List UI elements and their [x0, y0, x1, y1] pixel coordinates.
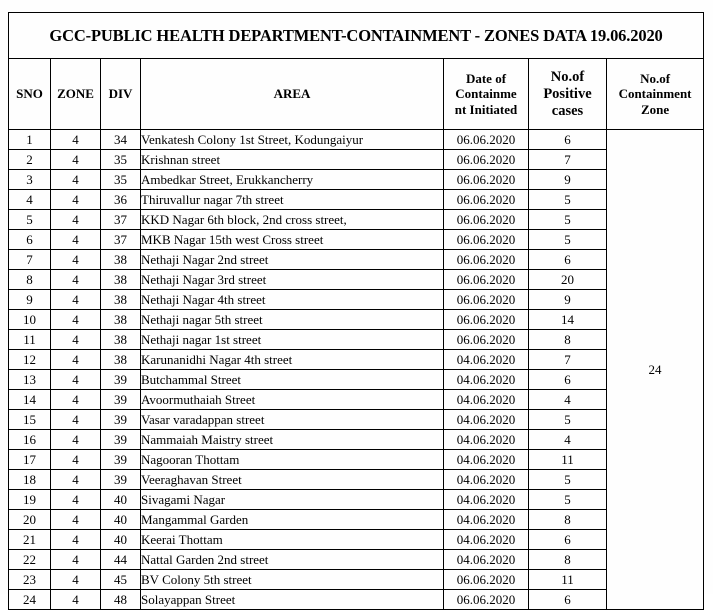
cell-div: 48: [101, 590, 141, 610]
cell-sno: 21: [9, 530, 51, 550]
cell-zone: 4: [51, 310, 101, 330]
cell-positive-cases: 11: [529, 450, 607, 470]
cell-area: Vasar varadappan street: [141, 410, 444, 430]
cell-positive-cases: 7: [529, 150, 607, 170]
cell-positive-cases: 6: [529, 530, 607, 550]
cell-positive-cases: 4: [529, 430, 607, 450]
cell-date-initiated: 06.06.2020: [444, 570, 529, 590]
cell-positive-cases: 6: [529, 370, 607, 390]
cell-area: MKB Nagar 15th west Cross street: [141, 230, 444, 250]
cell-zone: 4: [51, 570, 101, 590]
cell-area: Avoormuthaiah Street: [141, 390, 444, 410]
cell-div: 44: [101, 550, 141, 570]
cell-zone: 4: [51, 550, 101, 570]
cell-area: Krishnan street: [141, 150, 444, 170]
column-header-row: [9, 59, 704, 130]
cell-date-initiated: 06.06.2020: [444, 150, 529, 170]
title-row: [9, 13, 704, 59]
cell-date-initiated: 06.06.2020: [444, 210, 529, 230]
table-row: [9, 390, 704, 410]
cell-div: 38: [101, 290, 141, 310]
table-row: [9, 150, 704, 170]
cell-div: 38: [101, 250, 141, 270]
cell-sno: 7: [9, 250, 51, 270]
cell-sno: 3: [9, 170, 51, 190]
cell-area: Butchammal Street: [141, 370, 444, 390]
header-line: Zone: [640, 101, 670, 117]
cell-zone: 4: [51, 370, 101, 390]
table-row: [9, 170, 704, 190]
cell-positive-cases: 8: [529, 510, 607, 530]
cell-sno: 14: [9, 390, 51, 410]
cell-zone: 4: [51, 330, 101, 350]
cell-date-initiated: 06.06.2020: [444, 310, 529, 330]
cell-sno: 23: [9, 570, 51, 590]
cell-div: 39: [101, 470, 141, 490]
cell-sno: 9: [9, 290, 51, 310]
cell-zone: 4: [51, 130, 101, 150]
document-title: GCC-PUBLIC HEALTH DEPARTMENT-CONTAINMENT - ZONES DATA 19.06.2020: [9, 13, 704, 59]
cell-div: 37: [101, 230, 141, 250]
cell-area: Venkatesh Colony 1st Street, Kodungaiyur: [141, 130, 444, 150]
cell-area: Sivagami Nagar: [141, 490, 444, 510]
table-row: [9, 490, 704, 510]
cell-date-initiated: 04.06.2020: [444, 530, 529, 550]
cell-date-initiated: 04.06.2020: [444, 350, 529, 370]
cell-div: 38: [101, 270, 141, 290]
cell-date-initiated: 04.06.2020: [444, 550, 529, 570]
table-row: [9, 210, 704, 230]
cell-div: 39: [101, 430, 141, 450]
cell-zone: 4: [51, 250, 101, 270]
cell-zone: 4: [51, 350, 101, 370]
cell-div: 35: [101, 170, 141, 190]
cell-zone: 4: [51, 510, 101, 530]
table-row: [9, 430, 704, 450]
header-line: Date of: [465, 70, 507, 86]
table-row: [9, 250, 704, 270]
cell-area: Nethaji nagar 5th street: [141, 310, 444, 330]
cell-div: 36: [101, 190, 141, 210]
cell-positive-cases: 14: [529, 310, 607, 330]
cell-sno: 20: [9, 510, 51, 530]
table-body: [9, 130, 704, 610]
cell-zone: 4: [51, 410, 101, 430]
column-header-no-of-containment-zone: [607, 59, 704, 130]
cell-sno: 6: [9, 230, 51, 250]
cell-zone: 4: [51, 190, 101, 210]
cell-area: BV Colony 5th street: [141, 570, 444, 590]
cell-sno: 15: [9, 410, 51, 430]
cell-date-initiated: 04.06.2020: [444, 490, 529, 510]
cell-zone: 4: [51, 230, 101, 250]
column-header-zone: ZONE: [51, 59, 101, 130]
cell-date-initiated: 04.06.2020: [444, 390, 529, 410]
cell-date-initiated: 06.06.2020: [444, 590, 529, 610]
cell-div: 45: [101, 570, 141, 590]
cell-sno: 12: [9, 350, 51, 370]
cell-area: Mangammal Garden: [141, 510, 444, 530]
cell-div: 34: [101, 130, 141, 150]
cell-date-initiated: 04.06.2020: [444, 450, 529, 470]
cell-date-initiated: 06.06.2020: [444, 230, 529, 250]
cell-positive-cases: 11: [529, 570, 607, 590]
column-header-date-of-containment-initiated: [444, 59, 529, 130]
column-header-area: AREA: [141, 59, 444, 130]
table-row: [9, 550, 704, 570]
table-row: [9, 450, 704, 470]
cell-div: 40: [101, 510, 141, 530]
cell-div: 39: [101, 370, 141, 390]
cell-sno: 17: [9, 450, 51, 470]
table-row: [9, 530, 704, 550]
cell-sno: 13: [9, 370, 51, 390]
cell-positive-cases: 5: [529, 210, 607, 230]
cell-date-initiated: 06.06.2020: [444, 270, 529, 290]
cell-positive-cases: 6: [529, 590, 607, 610]
table-row: [9, 290, 704, 310]
table-row: [9, 190, 704, 210]
cell-sno: 18: [9, 470, 51, 490]
cell-date-initiated: 06.06.2020: [444, 170, 529, 190]
cell-zone: 4: [51, 210, 101, 230]
column-header-div: DIV: [101, 59, 141, 130]
cell-zone: 4: [51, 430, 101, 450]
cell-date-initiated: 06.06.2020: [444, 330, 529, 350]
cell-date-initiated: 06.06.2020: [444, 250, 529, 270]
containment-zones-table: [8, 12, 704, 610]
cell-date-initiated: 04.06.2020: [444, 510, 529, 530]
cell-positive-cases: 7: [529, 350, 607, 370]
cell-date-initiated: 04.06.2020: [444, 430, 529, 450]
cell-area: Karunanidhi Nagar 4th street: [141, 350, 444, 370]
cell-div: 38: [101, 330, 141, 350]
table-row: [9, 590, 704, 610]
cell-positive-cases: 5: [529, 470, 607, 490]
cell-positive-cases: 9: [529, 290, 607, 310]
cell-div: 39: [101, 410, 141, 430]
cell-div: 35: [101, 150, 141, 170]
cell-sno: 1: [9, 130, 51, 150]
cell-zone: 4: [51, 490, 101, 510]
cell-zone: 4: [51, 170, 101, 190]
cell-area: Nattal Garden 2nd street: [141, 550, 444, 570]
cell-positive-cases: 4: [529, 390, 607, 410]
header-line: Containment: [618, 86, 692, 102]
cell-positive-cases: 5: [529, 190, 607, 210]
cell-area: Keerai Thottam: [141, 530, 444, 550]
cell-date-initiated: 06.06.2020: [444, 290, 529, 310]
table-row: [9, 270, 704, 290]
cell-date-initiated: 04.06.2020: [444, 370, 529, 390]
cell-sno: 22: [9, 550, 51, 570]
cell-containment-zone-total: 24: [607, 130, 704, 610]
cell-sno: 5: [9, 210, 51, 230]
cell-date-initiated: 06.06.2020: [444, 190, 529, 210]
cell-sno: 19: [9, 490, 51, 510]
cell-positive-cases: 9: [529, 170, 607, 190]
cell-zone: 4: [51, 150, 101, 170]
cell-zone: 4: [51, 530, 101, 550]
table-header: [9, 13, 704, 130]
header-line: No.of: [640, 70, 671, 86]
header-line: cases: [551, 102, 584, 119]
cell-zone: 4: [51, 270, 101, 290]
cell-date-initiated: 06.06.2020: [444, 130, 529, 150]
cell-zone: 4: [51, 450, 101, 470]
cell-sno: 4: [9, 190, 51, 210]
cell-positive-cases: 5: [529, 490, 607, 510]
cell-div: 38: [101, 310, 141, 330]
header-line: No.of: [550, 68, 585, 85]
header-line: nt Initiated: [454, 101, 518, 117]
cell-positive-cases: 8: [529, 330, 607, 350]
cell-area: Veeraghavan Street: [141, 470, 444, 490]
cell-sno: 16: [9, 430, 51, 450]
cell-div: 40: [101, 490, 141, 510]
cell-sno: 11: [9, 330, 51, 350]
cell-date-initiated: 04.06.2020: [444, 470, 529, 490]
cell-sno: 10: [9, 310, 51, 330]
cell-div: 37: [101, 210, 141, 230]
cell-positive-cases: 6: [529, 130, 607, 150]
cell-area: Nethaji Nagar 3rd street: [141, 270, 444, 290]
cell-positive-cases: 5: [529, 230, 607, 250]
cell-area: Nagooran Thottam: [141, 450, 444, 470]
cell-positive-cases: 6: [529, 250, 607, 270]
cell-div: 39: [101, 450, 141, 470]
cell-area: Solayappan Street: [141, 590, 444, 610]
cell-zone: 4: [51, 390, 101, 410]
cell-area: Nethaji nagar 1st street: [141, 330, 444, 350]
cell-area: Nethaji Nagar 2nd street: [141, 250, 444, 270]
cell-zone: 4: [51, 470, 101, 490]
table-row: [9, 370, 704, 390]
table-row: [9, 510, 704, 530]
table-row: [9, 330, 704, 350]
cell-positive-cases: 20: [529, 270, 607, 290]
table-row: [9, 570, 704, 590]
cell-sno: 24: [9, 590, 51, 610]
cell-area: KKD Nagar 6th block, 2nd cross street,: [141, 210, 444, 230]
cell-sno: 2: [9, 150, 51, 170]
table-row: [9, 310, 704, 330]
table-row: [9, 230, 704, 250]
header-line: Containme: [455, 86, 517, 102]
cell-positive-cases: 5: [529, 410, 607, 430]
table-row: [9, 350, 704, 370]
cell-div: 39: [101, 390, 141, 410]
cell-area: Ambedkar Street, Erukkancherry: [141, 170, 444, 190]
table-row: [9, 130, 704, 150]
cell-area: Nammaiah Maistry street: [141, 430, 444, 450]
cell-positive-cases: 8: [529, 550, 607, 570]
cell-zone: 4: [51, 290, 101, 310]
column-header-sno: SNO: [9, 59, 51, 130]
table-row: [9, 470, 704, 490]
cell-area: Thiruvallur nagar 7th street: [141, 190, 444, 210]
table-row: [9, 410, 704, 430]
header-line: Positive: [543, 85, 592, 102]
cell-div: 38: [101, 350, 141, 370]
cell-date-initiated: 04.06.2020: [444, 410, 529, 430]
cell-sno: 8: [9, 270, 51, 290]
cell-area: Nethaji Nagar 4th street: [141, 290, 444, 310]
cell-zone: 4: [51, 590, 101, 610]
column-header-no-of-positive-cases: [529, 59, 607, 130]
cell-div: 40: [101, 530, 141, 550]
